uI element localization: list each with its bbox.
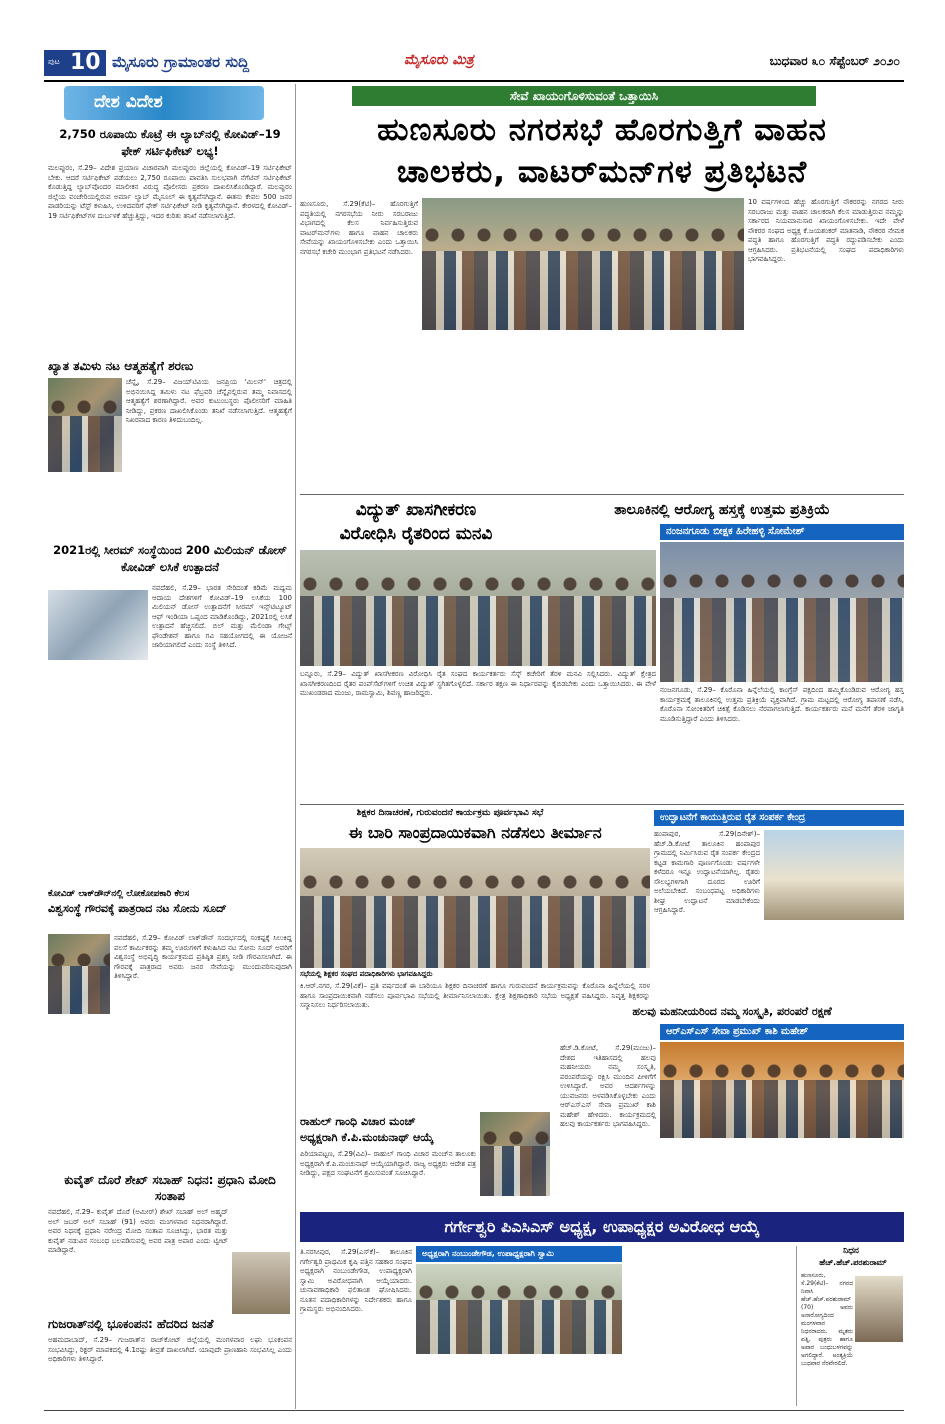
actor-photo <box>48 378 122 472</box>
story6-body: ಅಹಮದಾಬಾದ್, ಸೆ.29– ಗುಜರಾತ್‌ನ ರಾಜ್‌ಕೋಟ್ ಜಿಲ್ಲೆಯಲ್ಲಿ ಮಂಗಳವಾರ ಲಘು ಭೂಕಂಪನ ಸಂಭವಿಸಿದ್ದು, ರಿಕ್ಟರ್ ಮಾಪಕದಲ್ಲಿ 4.1ರಷ್ಟು ತೀವ್ರತೆ ದಾಖಲಾಗಿದೆ. ಯಾವುದೇ ಪ್ರಾಣಹಾನಿ ಸಂಭವಿಸಿಲ್ಲ ಎಂದು ಅಧಿಕಾರಿಗಳು ತಿಳಿಸಿದ್ದಾರೆ. <box>48 1336 292 1363</box>
rahul-body: ಪಿರಿಯಾಪಟ್ಟಣ, ಸೆ.29(ವಿವಿ)– ರಾಹುಲ್ ಗಾಂಧಿ ವಿಚಾರ ಮಂಚ್‌ನ ತಾಲೂಕು ಅಧ್ಯಕ್ಷರಾಗಿ ಕೆ.ಪಿ.ಮಂಚುನಾಥ್ ಆಯ್ಕೆಯಾಗಿದ್ದಾರೆ. ರಾಜ್ಯ ಅಧ್ಯಕ್ಷರು ಆದೇಶ ಪತ್ರ ನೀಡಿದ್ದು, ಪಕ್ಷದ ಸಂಘಟನೆಗೆ ಶ್ರಮಿಸುವಂತೆ ಸೂಚಿಸಿದ್ದಾರೆ. <box>300 1150 476 1177</box>
story4-body: ನವದೆಹಲಿ, ಸೆ.29– ಕೋವಿಡ್ ಲಾಕ್‌ಡೌನ್ ಸಂದರ್ಭದಲ್ಲಿ ಸಂಕಷ್ಟಕ್ಕೆ ಸಿಲುಕಿದ್ದ ವಲಸೆ ಕಾರ್ಮಿಕರನ್ನು ತಮ್ಮ ಊರುಗಳಿಗೆ ಕಳುಹಿಸಿದ ನಟ ಸೋನು ಸೂದ್ ಅವರಿಗೆ ವಿಶ್ವಸಂಸ್ಥೆ ಅಭಿವೃದ್ಧಿ ಕಾರ್ಯಕ್ರಮದ ಪ್ರತಿಷ್ಠಿತ ಪ್ರಶಸ್ತಿ ನೀಡಿ ಗೌರವಿಸಲಾಗಿದೆ. ಈ ಗೌರವಕ್ಕೆ ಪಾತ್ರರಾದ ಅವರು ಜನರ ಸೇವೆಯನ್ನು ಮುಂದುವರಿಸುವುದಾಗಿ ತಿಳಿಸಿದ್ದಾರೆ. <box>114 934 292 980</box>
teachers-kicker: ಶಿಕ್ಷಕರ ದಿನಾಚರಣೆ, ಗುರುವಂದನೆ ಕಾರ್ಯಕ್ರಮ ಪೂರ್ವಭಾವಿ ಸಭೆ <box>356 808 544 818</box>
page-number: 10 <box>70 50 101 75</box>
story4-headline: ಕೋವಿಡ್ ಲಾಕ್‌ಡೌನ್‌ನಲ್ಲಿ ಲೋಕೋಪಕಾರಿ ಕೆಲಸ <box>48 889 190 899</box>
sidebar-banner-text: ದೇಶ ವಿದೇಶ <box>94 92 163 112</box>
story2-body: ಚೆನ್ನೈ, ಸೆ.29– ವಿಜಯ್‌ಟಿವಿಯ ಜನಪ್ರಿಯ 'ಮಿಲನ್' ಚಿತ್ರದಲ್ಲಿ ಅಭಿನಯಿಸಿದ್ದ ತಮಿಳು ನಟ ಫೆಬ್ರವರಿ ಚೆನ್ನೈನಲ್ಲಿರುವ ತಮ್ಮ ನಿವಾಸದಲ್ಲಿ ಆತ್ಮಹತ್ಯೆಗೆ ಶರಣಾಗಿದ್ದಾರೆ. ಅವರ ಕುಟುಂಬಸ್ಥರು ಪೊಲೀಸರಿಗೆ ಮಾಹಿತಿ ನೀಡಿದ್ದು, ಪ್ರಕರಣ ದಾಖಲಿಸಿಕೊಂಡು ತನಿಖೆ ನಡೆಸಲಾಗುತ್ತಿದೆ. ಆತ್ಮಹತ್ಯೆಗೆ ನಿಖರವಾದ ಕಾರಣ ತಿಳಿದುಬಂದಿಲ್ಲ. <box>126 378 292 424</box>
culture-headline: ಹಲವು ಮಹನೀಯರಿಂದ ನಮ್ಮ ಸಂಸ್ಕೃತಿ, ಪರಂಪರೆ ರಕ್ಷಣೆ <box>632 1005 832 1018</box>
story1-headline: 2,750 ರೂಪಾಯಿ ಕೊಟ್ರೆ ಈ ಲ್ಯಾಬ್‌ನಲ್ಲಿ ಕೋವಿಡ್–19 ಫೇಕ್ ಸರ್ಟಿಫಿಕೇಟ್ ಲಭ್ಯ! <box>59 127 281 158</box>
story3-headline: 2021ರಲ್ಲಿ ಸೀರಮ್ ಸಂಸ್ಥೆಯಿಂದ 200 ಮಿಲಿಯನ್ ಡೋಸ್ ಕೋವಿಡ್ ಲಸಿಕೆ ಉತ್ಪಾದನೆ <box>53 543 287 574</box>
health-caption-bar: ನಂಜನಗೂಡು ಬೀಕ್ಷಕ ಹಿರೇಹಳ್ಳಿ ಸೋಮೇಶ್ <box>660 524 904 540</box>
story2-headline: ಖ್ಯಾತ ತಮಿಳು ನಟ ಆತ್ಮಹತ್ಯೆಗೆ ಶರಣು <box>48 359 194 373</box>
lead-headline-1: ಹುಣಸೂರು ನಗರಸಭೆ ಹೊರಗುತ್ತಿಗೆ ವಾಹನ <box>377 112 827 148</box>
pacs-headline: ಗರ್ಗೇಶ್ವರಿ ಪಿಎಸಿಎಸ್ ಅಧ್ಯಕ್ಷ, ಉಪಾಧ್ಯಕ್ಷರ ಅವಿರೋಧ ಆಯ್ಕೆ <box>444 1217 760 1236</box>
lead-body-right: 10 ವರ್ಷಗಳಿಂದ ಹೆಚ್ಚು ಹೊರಗುತ್ತಿಗೆ ನೌಕರರನ್ನು ನಗರದ ನೀರು ಸರಬರಾಜು ಮತ್ತು ವಾಹನ ಚಾಲಕರಾಗಿ ಕೆಲಸ ಮಾಡುತ್ತಿರುವ ನಮ್ಮನ್ನು ಸರ್ಕಾರದ ನಿಯಮಾನುಸಾರ ಖಾಯಂಗೊಳಿಸಬೇಕು. ಇದೇ ವೇಳೆ ನೌಕರರ ಸಂಘದ ಅಧ್ಯಕ್ಷ ಕೆ.ಜಯಶಂಕರ್ ಮಾತನಾಡಿ, ನೌಕರರ ನೇಮಕ ಪದ್ಧತಿ ಹಾಗೂ ಹೊರಗುತ್ತಿಗೆ ಪದ್ಧತಿ ರದ್ದುಪಡಿಸಬೇಕು ಎಂದು ಆಗ್ರಹಿಸಿದರು. ಪ್ರತಿಭಟನೆಯಲ್ಲಿ ಸಂಘದ ಪದಾಧಿಕಾರಿಗಳು ಭಾಗವಹಿಸಿದ್ದರು. <box>748 198 904 263</box>
rahul-headline-1: ರಾಹುಲ್ ಗಾಂಧಿ ವಿಚಾರ ಮಂಚ್ <box>300 1115 416 1128</box>
story1-body: ಮಲಪ್ಪುರಂ, ಸೆ.29– ವಿದೇಶ ಪ್ರಯಾಣ ವಿಚಾರವಾಗಿ ಮಲಪ್ಪುರಂ ಜಿಲ್ಲೆಯಲ್ಲಿ ಕೋವಿಡ್–19 ಸರ್ಟಿಫಿಕೇಟ್ ಬೇಕು. ಆದರೆ ಸರ್ಟಿಫಿಕೇಟ್ ಪಡೆಯಲು 2,750 ರೂಪಾಯಿ ಪಾವತಿಸಿ ಸುಲಭವಾಗಿ ನೆಗೆಟಿವ್ ಸರ್ಟಿಫಿಕೇಟ್ ಕೊಡುತ್ತಿದ್ದ ಲ್ಯಾಬ್‌ವೊಂದರ ಮಾಲೀಕನ ವಿರುದ್ಧ ಪೊಲೀಸರು ಪ್ರಕರಣ ದಾಖಲಿಸಿಕೊಂಡಿದ್ದಾರೆ. ಮಲಪ್ಪುರಂ ಜಿಲ್ಲೆಯ ವಂಚೇರಿಯಲ್ಲಿರುವ ಅರ್ಮಾ ಲ್ಯಾಬ್ ಮೈಸೂಲ್ ಈ ಕೃತ್ಯವೆಸಗಿದ್ದಾನೆ. ಈತನು ಕೇವಲ 500 ಜನರ ಪಾಡರಿಯನ್ನು ಟೆಸ್ಟ್ ಕಳುಹಿಸಿ, ಉಳಿದವರಿಗೆ ಫೇಕ್ ಸರ್ಟಿಫಿಕೇಟ್ ನೀಡಿ ಕೃತ್ಯವೆಸಗಿದ್ದಾನೆ. ಕೇರಳದಲ್ಲಿ ಕೋವಿಡ್–19 ಸರ್ಟಿಫಿಕೇಟ್‌ಗಳ ದುರ್ಬಳಕೆ ಹೆಚ್ಚುತ್ತಿದ್ದು, ಇದರ ಕುರಿತು ತನಿಖೆ ನಡೆಸಲಾಗುತ್ತಿದೆ. <box>48 164 292 220</box>
lead-protest-photo <box>422 198 744 330</box>
pacs-caption-bar: ಅಧ್ಯಕ್ಷರಾಗಿ ನಂಬುಂಡೇಗೌಡ, ಉಪಾಧ್ಯಕ್ಷರಾಗಿ ಸ್ವಾಮಿ <box>416 1246 622 1262</box>
pacs-photo <box>416 1264 622 1354</box>
teachers-photo <box>300 848 650 968</box>
story5-body: ನವದೆಹಲಿ, ಸೆ.29– ಕುವೈತ್ ದೊರೆ (ಅಮೀರ್) ಶೇಖ್ ಸಬಾಹ್ ಅಲ್ ಅಹ್ಮದ್ ಅಲ್ ಜಬರ್ ಅಲ್ ಸಬಾಹ್ (91) ಅವರು ಮಂಗಳವಾರ ನಿಧನರಾಗಿದ್ದಾರೆ. ಅವರ ನಿಧನಕ್ಕೆ ಪ್ರಧಾನಿ ನರೇಂದ್ರ ಮೋದಿ ಸಂತಾಪ ಸೂಚಿಸಿದ್ದು, ಭಾರತ ಮತ್ತು ಕುವೈತ್ ನಡುವಿನ ಸಂಬಂಧ ಬಲಪಡಿಸುವಲ್ಲಿ ಅವರ ಪಾತ್ರ ಅಪಾರ ಎಂದು ಟ್ವೀಟ್ ಮಾಡಿದ್ದಾರೆ. <box>48 1208 228 1254</box>
center-building-photo <box>764 830 904 920</box>
culture-caption-bar: ಆರ್‌ಎಸ್‌ಎಸ್ ಸೇವಾ ಪ್ರಮುಖ್ ಕಾಶಿ ಮಹೇಶ್ <box>660 1024 904 1040</box>
section-title: ಮೈಸೂರು ಗ್ರಾಮಾಂತರ ಸುದ್ದಿ <box>112 53 250 71</box>
page-date: ಬುಧವಾರ ೩೦ ಸೆಪ್ಟೆಂಬರ್ ೨೦೨೦ <box>769 54 900 68</box>
lead-kicker-bar <box>352 86 816 106</box>
obituary-name: ಹೆಚ್.ಹೆಚ್.ಪರಶುರಾಮ್ <box>819 1258 887 1267</box>
sidebar <box>44 84 296 1409</box>
story4-subheadline: ವಿಶ್ವಸಂಸ್ಥೆ ಗೌರವಕ್ಕೆ ಪಾತ್ರರಾದ ನಟ ಸೋನು ಸೂದ್ <box>48 902 227 915</box>
farmers-headline-1: ವಿದ್ಯುತ್ ಖಾಸಗೀಕರಣ <box>355 500 477 520</box>
masthead: ಮೈಸೂರು ಮಿತ್ರ <box>404 52 474 68</box>
obituary-label: ನಿಧನ <box>843 1246 859 1256</box>
teachers-caption: ಸಭೆಯಲ್ಲಿ ಶಿಕ್ಷಕರ ಸಂಘದ ಪದಾಧಿಕಾರಿಗಳು ಭಾಗವಹಿಸಿದ್ದರು <box>300 970 433 978</box>
teachers-headline: ಈ ಬಾರಿ ಸಾಂಪ್ರದಾಯಿಕವಾಗಿ ನಡೆಸಲು ತೀರ್ಮಾನ <box>348 823 602 842</box>
lead-body-left: ಹುಣಸೂರು, ಸೆ.29(ಕೆಟಿ)– ಹೊರಗುತ್ತಿಗೆ ಪದ್ಧತಿಯಲ್ಲಿ ನಗರಸಭೆಯ ನೀರು ಸರಬರಾಜು ವಿಭಾಗದಲ್ಲಿ ಕೆಲಸ ನಿರ್ವಹಿಸುತ್ತಿರುವ ವಾಟರ್‌ಮನ್‌ಗಳು ಹಾಗೂ ವಾಹನ ಚಾಲಕರು ಸೇವೆಯನ್ನು ಖಾಯಂಗೊಳಿಸಬೇಕು ಎಂದು ಒತ್ತಾಯಿಸಿ ನಗರಸಭೆ ಕಚೇರಿ ಮುಂಭಾಗ ಪ್ರತಿಭಟನೆ ನಡೆಸಿದರು. <box>300 200 418 256</box>
story5-headline: ಕುವೈತ್ ದೊರೆ ಶೇಖ್ ಸಬಾಹ್ ನಿಧನ: ಪ್ರಧಾನಿ ಮೋದಿ ಸಂತಾಪ <box>64 1173 276 1203</box>
farmers-photo <box>300 550 656 666</box>
sidebar-banner <box>64 86 264 120</box>
page-label: ಪುಟ <box>48 57 60 66</box>
lead-headline-2: ಚಾಲಕರು, ವಾಟರ್‌ಮನ್‌ಗಳ ಪ್ರತಿಭಟನೆ <box>396 154 808 190</box>
health-body: ನಂಜನಗೂಡು, ಸೆ.29– ಕೊರೊನಾ ಹಿನ್ನೆಲೆಯಲ್ಲಿ ಕಾಂಗ್ರೆಸ್ ಪಕ್ಷದಿಂದ ಹಮ್ಮಿಕೊಂಡಿರುವ ಆರೋಗ್ಯ ಹಸ್ತ ಕಾರ್ಯಕ್ರಮಕ್ಕೆ ತಾಲೂಕಿನಲ್ಲಿ ಉತ್ತಮ ಪ್ರತಿಕ್ರಿಯೆ ವ್ಯಕ್ತವಾಗಿದೆ. ಗ್ರಾಮ ಮಟ್ಟದಲ್ಲಿ ಆರೋಗ್ಯ ತಪಾಸಣೆ ನಡೆಸಿ, ಕೊರೊನಾ ಸೋಂಕಿತರಿಗೆ ಚಿಕಿತ್ಸೆ ಕೊಡಿಸಲು ನೆರವಾಗಲಾಗುತ್ತಿದೆ. ಕಾರ್ಯಕರ್ತರು ಮನೆ ಮನೆಗೆ ತೆರಳಿ ಜಾಗೃತಿ ಮೂಡಿಸುತ್ತಿದ್ದಾರೆ ಎಂದು ತಿಳಿಸಿದರು. <box>660 686 904 723</box>
health-headline: ತಾಲೂಕಿನಲ್ಲಿ ಆರೋಗ್ಯ ಹಸ್ತಕ್ಕೆ ಉತ್ತಮ ಪ್ರತಿಕ್ರಿಯೆ <box>614 502 830 518</box>
health-photo <box>660 542 904 682</box>
center-body: ಹಂಪಾಪುರ, ಸೆ.29(ದಿನೇಶ್)– ಹೆಚ್.ಡಿ.ಕೋಟೆ ತಾಲೂಕಿನ ಹಂಪಾಪುರ ಗ್ರಾಮದಲ್ಲಿ ನಿರ್ಮಿಸಿರುವ ರೈತ ಸಂಪರ್ಕ ಕೇಂದ್ರದ ಕಟ್ಟಡ ಕಾಮಗಾರಿ ಪೂರ್ಣಗೊಂಡು ವರ್ಷಗಳೇ ಕಳೆದರೂ ಇನ್ನೂ ಉದ್ಘಾಟನೆಯಾಗಿಲ್ಲ. ರೈತರು ಸೌಲಭ್ಯಗಳಿಗಾಗಿ ದೂರದ ಊರಿಗೆ ಅಲೆಯಬೇಕಿದೆ. ಸಂಬಂಧಪಟ್ಟ ಅಧಿಕಾರಿಗಳು ಶೀಘ್ರ ಉದ್ಘಾಟನೆ ಮಾಡಬೇಕೆಂದು ಆಗ್ರಹಿಸಿದ್ದಾರೆ. <box>654 830 760 914</box>
pacs-body: ತಿ.ನರಸೀಪುರ, ಸೆ.29(ಎಸ್‌ಕೆ)– ತಾಲೂಕಿನ ಗರ್ಗೇಶ್ವರಿ ಪ್ರಾಥಮಿಕ ಕೃಷಿ ಪತ್ತಿನ ಸಹಕಾರ ಸಂಘದ ಅಧ್ಯಕ್ಷರಾಗಿ ನಂಬುಂಡೇಗೌಡ, ಉಪಾಧ್ಯಕ್ಷರಾಗಿ ಸ್ವಾಮಿ ಅವಿರೋಧವಾಗಿ ಆಯ್ಕೆಯಾದರು. ಚುನಾವಣಾಧಿಕಾರಿ ಫಲಿತಾಂಶ ಘೋಷಿಸಿದರು. ನೂತನ ಪದಾಧಿಕಾರಿಗಳನ್ನು ನಿರ್ದೇಶಕರು ಹಾಗೂ ಗ್ರಾಮಸ್ಥರು ಅಭಿನಂದಿಸಿದರು. <box>300 1248 412 1313</box>
kuwait-emir-photo <box>232 1252 290 1314</box>
sonu-sood-photo <box>48 934 110 1014</box>
center-headline-bar: ಉದ್ಘಾಟನೆಗೆ ಕಾಯುತ್ತಿರುವ ರೈತ ಸಂಪರ್ಕ ಕೇಂದ್ರ <box>654 810 904 826</box>
culture-body: ಹೆಚ್.ಡಿ.ಕೋಟೆ, ಸೆ.29(ಮಂಜು)– ದೇಶದ ಇತಿಹಾಸದಲ್ಲಿ ಹಲವು ಮಹನೀಯರು ನಮ್ಮ ಸಂಸ್ಕೃತಿ, ಪರಂಪರೆಯನ್ನು ರಕ್ಷಿಸಿ ಮುಂದಿನ ಪೀಳಿಗೆಗೆ ಉಳಿಸಿದ್ದಾರೆ. ಅವರ ಆದರ್ಶಗಳನ್ನು ಯುವಜನರು ಅಳವಡಿಸಿಕೊಳ್ಳಬೇಕು ಎಂದು ಆರ್‌ಎಸ್‌ಎಸ್ ಸೇವಾ ಪ್ರಮುಖ್ ಕಾಶಿ ಮಹೇಶ್ ಹೇಳಿದರು. ಕಾರ್ಯಕ್ರಮದಲ್ಲಿ ಹಲವು ಕಾರ್ಯಕರ್ತರು ಭಾಗವಹಿಸಿದ್ದರು. <box>560 1044 656 1128</box>
obituary-box <box>796 1246 904 1406</box>
page-number-box <box>44 50 106 76</box>
pacs-headline-bar <box>300 1212 904 1242</box>
story6-headline: ಗುಜರಾತ್‌ನಲ್ಲಿ ಭೂಕಂಪನ: ಹೆದರಿದ ಜನತೆ <box>48 1317 214 1331</box>
divider-mid <box>300 804 904 805</box>
lead-kicker: ಸೇವೆ ಖಾಯಂಗೊಳಿಸುವಂತೆ ಒತ್ತಾಯಿಸಿ <box>509 89 659 103</box>
footer-rule <box>44 1410 904 1411</box>
vaccine-lab-photo <box>48 590 148 660</box>
farmers-headline-2: ವಿರೋಧಿಸಿ ರೈತರಿಂದ ಮನವಿ <box>339 524 493 544</box>
rahul-headline-2: ಅಧ್ಯಕ್ಷರಾಗಿ ಕೆ.ಪಿ.ಮಂಚುನಾಥ್ ಆಯ್ಕೆ <box>300 1131 434 1144</box>
story3-body: ನವದೆಹಲಿ, ಸೆ.29– ಭಾರತ ಸೇರಿದಂತೆ ಕಡಿಮೆ ಮಧ್ಯಮ ಆದಾಯ ದೇಶಗಳಿಗೆ ಕೋವಿಡ್–19 ಲಸಿಕೆಯ 100 ಮಿಲಿಯನ್ ಡೋಸ್ ಉತ್ಪಾದನೆಗೆ ಸೀರಮ್ ಇನ್ಸ್‌ಟಿಟ್ಯೂಟ್ ಆಫ್ ಇಂಡಿಯಾ ಒಪ್ಪಂದ ಮಾಡಿಕೊಂಡಿದ್ದು, 2021ರಲ್ಲಿ ಲಸಿಕೆ ಉತ್ಪಾದನೆ ಹೆಚ್ಚಿಸಲಿದೆ. ಬಿಲ್ ಮತ್ತು ಮೆಲಿಂಡಾ ಗೇಟ್ಸ್ ಫೌಂಡೇಶನ್ ಹಾಗೂ ಗವಿ ಸಹಯೋಗದಲ್ಲಿ ಈ ಯೋಜನೆ ಜಾರಿಯಾಗಲಿದೆ ಎಂದು ಸಂಸ್ಥೆ ತಿಳಿಸಿದೆ. <box>152 584 292 649</box>
teachers-body: ಕಿ.ಆರ್.ನಗರ, ಸೆ.29(ವಿಕೆ)– ಪ್ರತಿ ವರ್ಷದಂತೆ ಈ ಬಾರಿಯೂ ಶಿಕ್ಷಕರ ದಿನಾಚರಣೆ ಹಾಗೂ ಗುರುವಂದನೆ ಕಾರ್ಯಕ್ರಮವನ್ನು ಕೊರೊನಾ ಹಿನ್ನೆಲೆಯಲ್ಲಿ ಸರಳ ಹಾಗೂ ಸಾಂಪ್ರದಾಯಿಕವಾಗಿ ನಡೆಸಲು ಪೂರ್ವಭಾವಿ ಸಭೆಯಲ್ಲಿ ತೀರ್ಮಾನಿಸಲಾಯಿತು. ಕ್ಷೇತ್ರ ಶಿಕ್ಷಣಾಧಿಕಾರಿ ಸಭೆಯ ಅಧ್ಯಕ್ಷತೆ ವಹಿಸಿದ್ದರು. ನಿವೃತ್ತ ಶಿಕ್ಷಕರನ್ನು ಸನ್ಮಾನಿಸಲು ನಿರ್ಧರಿಸಲಾಯಿತು. <box>300 982 650 1009</box>
obituary-body: ಹುಣಸೂರು, ಸೆ.29(ಕೆಟಿ)– ನಗರದ ನಿವಾಸಿ ಹೆಚ್.ಹೆಚ್.ಪರಶುರಾಮ್ (70) ಅವರು ಅನಾರೋಗ್ಯದಿಂದ ಮಂಗಳವಾರ ನಿಧನರಾದರು. ಮೃತರು ಪತ್ನಿ, ಪುತ್ರರು ಹಾಗೂ ಅಪಾರ ಬಂಧುಬಳಗವನ್ನು ಅಗಲಿದ್ದಾರೆ. ಅಂತ್ಯಕ್ರಿಯೆ ಬುಧವಾರ ನೆರವೇರಲಿದೆ. <box>801 1272 853 1367</box>
page-header <box>44 48 904 78</box>
farmers-body: ಬನ್ನೂರು, ಸೆ.29– ವಿದ್ಯುತ್ ಖಾಸಗೀಕರಣ ವಿರೋಧಿಸಿ ರೈತ ಸಂಘದ ಕಾರ್ಯಕರ್ತರು ಸೆಸ್ಕ್ ಕಚೇರಿಗೆ ತೆರಳಿ ಮನವಿ ಸಲ್ಲಿಸಿದರು. ವಿದ್ಯುತ್ ಕ್ಷೇತ್ರದ ಖಾಸಗೀಕರಣದಿಂದ ರೈತರ ಪಂಪ್‌ಸೆಟ್‌ಗಳಿಗೆ ಉಚಿತ ವಿದ್ಯುತ್ ಸ್ಥಗಿತಗೊಳ್ಳಲಿದೆ. ಸರ್ಕಾರ ತಕ್ಷಣ ಈ ನಿರ್ಧಾರವನ್ನು ಕೈಬಿಡಬೇಕು ಎಂದು ಒತ್ತಾಯಿಸಿದರು. ಈ ವೇಳೆ ಮುಖಂಡರಾದ ಮಂಜು, ರಾಮಸ್ವಾಮಿ, ಶಿವಣ್ಣ ಹಾಜರಿದ್ದರು. <box>300 670 656 697</box>
culture-photo <box>660 1042 904 1138</box>
lead-body-continued <box>422 334 744 494</box>
rahul-manch-photo <box>480 1112 550 1196</box>
divider-lead <box>300 494 904 495</box>
header-rule <box>44 80 904 82</box>
obituary-photo <box>855 1276 903 1342</box>
